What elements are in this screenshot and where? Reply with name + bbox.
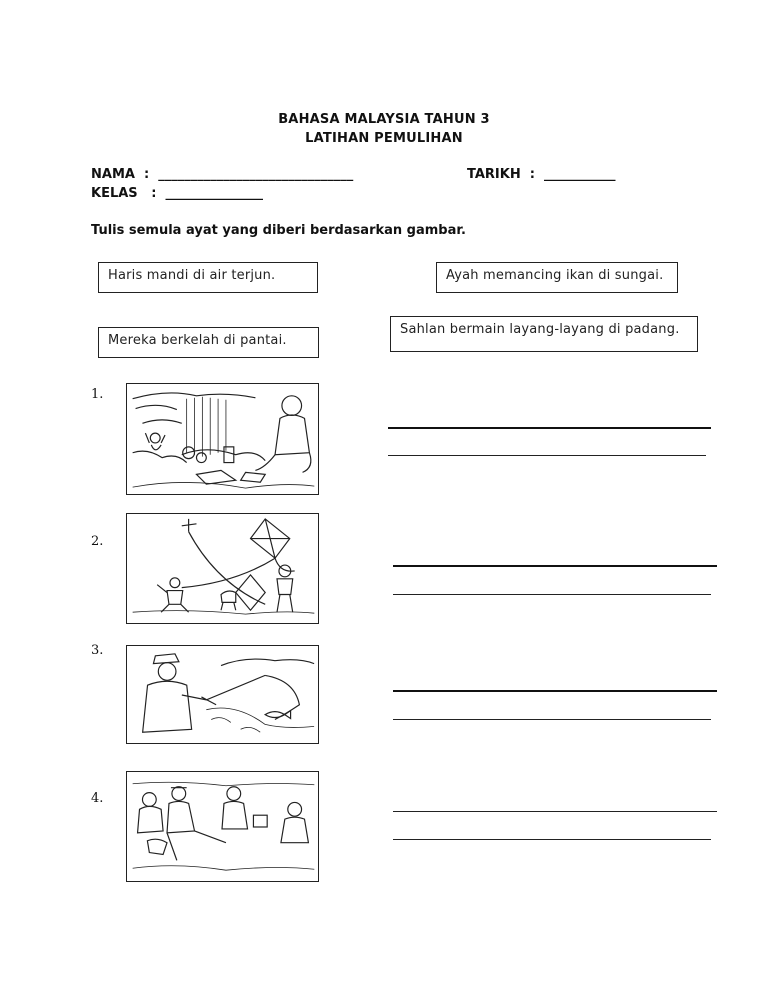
kelas-field[interactable]: KELAS : _______________ xyxy=(91,186,263,201)
sentence-box-2: Ayah memancing ikan di sungai. xyxy=(436,262,678,293)
question-number-4: 4. xyxy=(91,791,104,806)
answer-line-3a[interactable] xyxy=(393,690,717,692)
tarikh-field[interactable]: TARIKH : ___________ xyxy=(467,167,616,182)
answer-line-4a[interactable] xyxy=(393,811,717,812)
question-number-3: 3. xyxy=(91,643,104,658)
sentence-box-4: Sahlan bermain layang-layang di padang. xyxy=(390,316,698,352)
fishing-picture xyxy=(126,645,319,744)
answer-line-1b[interactable] xyxy=(388,455,706,456)
sentence-box-1: Haris mandi di air terjun. xyxy=(98,262,318,293)
answer-line-4b[interactable] xyxy=(393,839,711,840)
beach-picnic-picture xyxy=(126,771,319,882)
question-number-2: 2. xyxy=(91,534,104,549)
answer-line-3b[interactable] xyxy=(393,719,711,720)
answer-line-2b[interactable] xyxy=(393,594,711,595)
question-number-1: 1. xyxy=(91,387,104,402)
sentence-box-3: Mereka berkelah di pantai. xyxy=(98,327,319,358)
answer-line-1a[interactable] xyxy=(388,427,711,429)
answer-line-2a[interactable] xyxy=(393,565,717,567)
instruction-text: Tulis semula ayat yang diberi berdasarkan gambar. xyxy=(91,223,466,238)
worksheet-subtitle: LATIHAN PEMULIHAN xyxy=(305,131,463,146)
waterfall-bathing-picture xyxy=(126,383,319,495)
kite-flying-picture xyxy=(126,513,319,624)
worksheet-title: BAHASA MALAYSIA TAHUN 3 xyxy=(278,112,490,127)
nama-field[interactable]: NAMA : ______________________________ xyxy=(91,167,354,182)
